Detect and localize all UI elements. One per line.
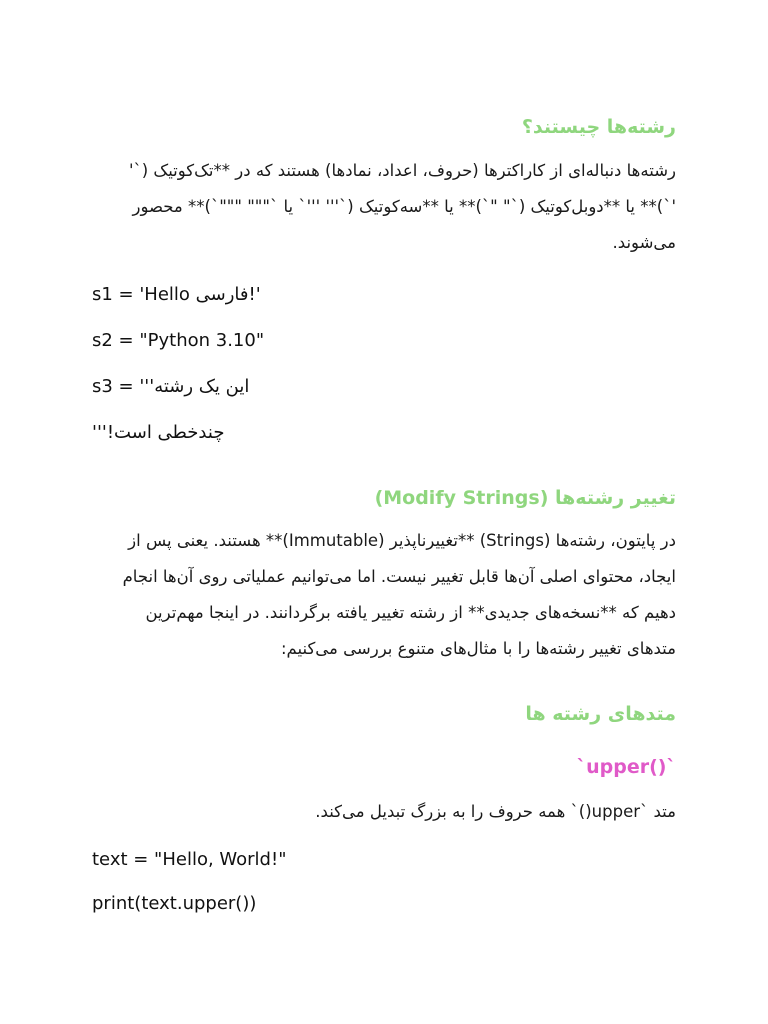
code-line: text = "Hello, World!"	[92, 849, 287, 871]
strings-definition-paragraph: رشته‌ها دنباله‌ای از کاراکترها (حروف، اعداد، نمادها) هستند که در **تک‌کوتیک (`' '`)** یا **دوبل‌کوتیک (`" "`)** یا **سه‌کوتیک (`''' '''` یا `""" """`)** محصور می‌شوند.	[128, 160, 676, 252]
section-heading-what-are-strings: رشته‌ها چیستند؟	[521, 116, 676, 138]
code-line: s2 = "Python 3.10"	[92, 329, 265, 351]
section-heading-modify-strings: تغییر رشته‌ها (Modify Strings)	[374, 486, 676, 509]
code-line: s3 = '''این یک رشته	[92, 375, 250, 397]
code-line: print(text.upper())	[92, 893, 257, 915]
code-block-upper-example	[92, 848, 676, 916]
code-block-string-examples	[92, 283, 676, 445]
code-line: s1 = 'Hello فارسی!'	[92, 283, 261, 305]
modify-strings-paragraph: در پایتون، رشته‌ها (Strings) **تغییرناپذیر (Immutable)** هستند. یعنی پس از ایجاد، محتوای اصلی آن‌ها قابل تغییر نیست. اما می‌توانیم عملیاتی روی آن‌ها انجام دهیم که **نسخه‌های جدیدی** از رشته تغییر یافته برگردانند. در اینجا مهم‌ترین متدهای تغییر رشته‌ها را با مثال‌های متنوع بررسی می‌کنیم:	[122, 531, 676, 659]
section-heading-string-methods: متدهای رشته ها	[525, 703, 676, 726]
upper-method-description: متد `upper()` همه حروف را به بزرگ تبدیل می‌کند.	[315, 802, 676, 822]
document-page	[92, 108, 676, 916]
code-line: چندخطی است!'''	[92, 421, 225, 443]
method-title-upper: `upper()`	[576, 755, 676, 778]
